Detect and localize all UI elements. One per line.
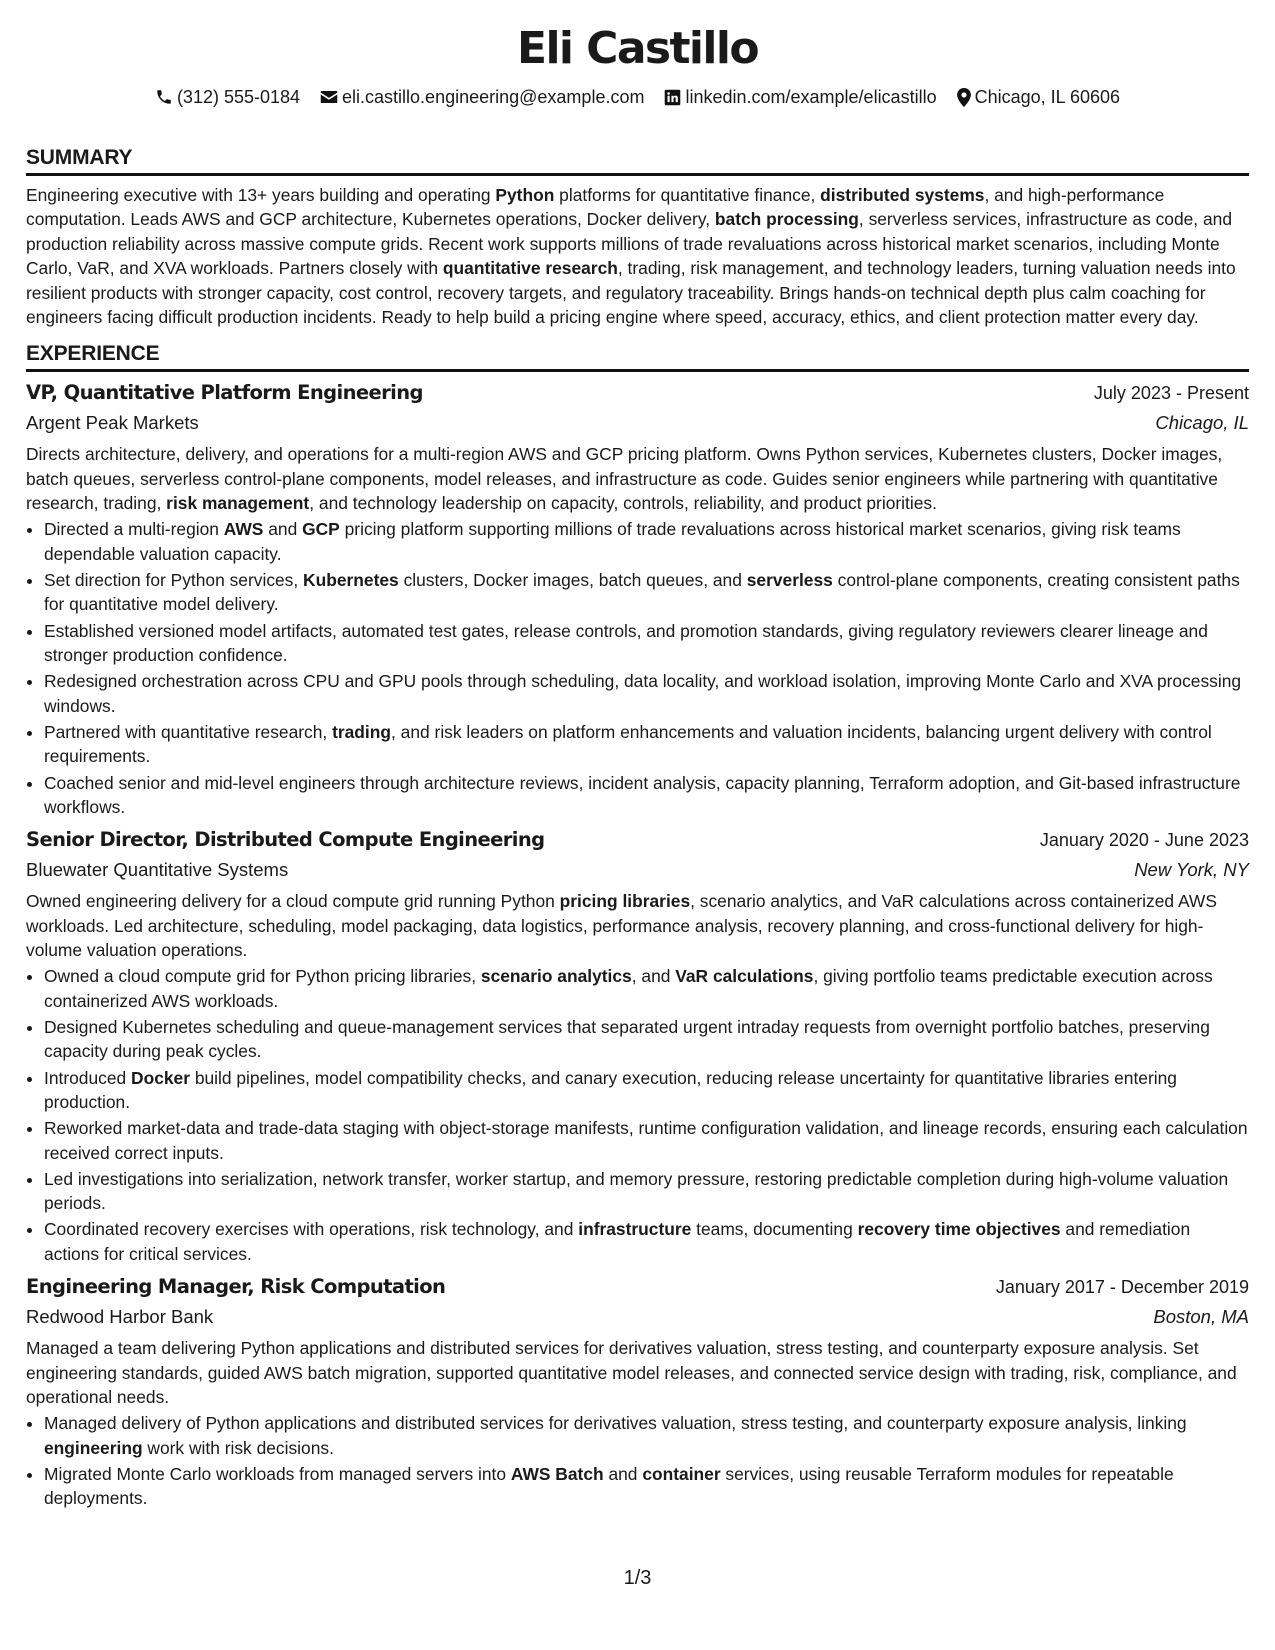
- bold-keyword: container: [642, 1463, 721, 1484]
- job-dates: July 2023 - Present: [1093, 383, 1249, 404]
- bullet-item: [44, 771, 1249, 820]
- text-run: Directs architecture, delivery, and operations for a multi-region AWS and GCP pricing platform. Owns Python services, Kubernetes clusters, Docker images, batch queues, serverless control-plane components, model releases, and infrastructure as code. Guides senior engineers while partnering with quantitative research, trading,: [26, 444, 1223, 514]
- linkedin-icon: [664, 89, 681, 106]
- text-run: Coached senior and mid-level engineers through architecture reviews, incident analysis, capacity planning, Terraform adoption, and Git-based infrastructure workflows.: [44, 772, 1241, 817]
- resume-page: [26, 0, 1249, 1511]
- text-run: teams, documenting: [691, 1219, 858, 1240]
- text-run: Owned a cloud compute grid for Python pricing libraries,: [44, 966, 481, 987]
- text-run: , giving portfolio teams predictable execution across containerized AWS workloads.: [44, 966, 1213, 1011]
- text-run: Reworked market-data and trade-data staging with object-storage manifests, runtime configuration validation, and lineage records, ensuring each calculation received correct inputs.: [44, 1118, 1248, 1163]
- text-run: Introduced: [44, 1067, 132, 1088]
- text-run: Migrated Monte Carlo workloads from managed servers into: [44, 1463, 511, 1484]
- job-bullets: [26, 964, 1249, 1266]
- bold-keyword: Python: [495, 185, 555, 205]
- bullet-item: [44, 720, 1249, 769]
- job-subheader: [26, 412, 1249, 434]
- text-run: Directed a multi-region: [44, 519, 224, 540]
- job-dates: January 2017 - December 2019: [995, 1277, 1249, 1298]
- bold-keyword: AWS: [223, 519, 264, 540]
- text-run: , trading, risk management, and technology leaders, turning valuation needs into resilient products with stronger capacity, cost control, recovery targets, and regulatory traceability. Brings hands-on technical depth plus calm coaching for engineers facing difficult production incidents. Ready to help build a pricing engine where speed, accuracy, ethics, and client protection matter every day.: [26, 258, 1236, 328]
- bold-keyword: engineering: [44, 1437, 143, 1458]
- text-run: and: [603, 1463, 643, 1484]
- job-header: [26, 381, 1249, 404]
- text-run: Partnered with quantitative research,: [44, 721, 333, 742]
- phone-icon: [155, 88, 173, 106]
- job-bullets: [26, 1411, 1249, 1510]
- bold-keyword: batch processing: [714, 209, 859, 230]
- phone-number: (312) 555-0184: [176, 86, 301, 107]
- text-run: Engineering executive with 13+ years building and operating: [26, 185, 496, 205]
- bullet-item: [44, 964, 1249, 1013]
- text-run: Redesigned orchestration across CPU and GPU pools through scheduling, data locality, and workload isolation, improving Monte Carlo and XVA processing windows.: [44, 671, 1242, 716]
- summary-heading: SUMMARY: [26, 146, 1249, 176]
- bullet-item: [44, 1462, 1249, 1511]
- bold-keyword: recovery time objectives: [857, 1219, 1061, 1240]
- bullet-item: [44, 1116, 1249, 1165]
- job-title: VP, Quantitative Platform Engineering: [26, 381, 423, 405]
- text-run: Managed delivery of Python applications and distributed services for derivatives valuation, stress testing, and counterparty exposure analysis, linking: [44, 1413, 1187, 1434]
- job-description: [26, 442, 1249, 515]
- contact-email[interactable]: [320, 87, 644, 108]
- job-location: New York, NY: [1134, 859, 1249, 881]
- bullet-item: [44, 1167, 1249, 1216]
- company-name: Bluewater Quantitative Systems: [26, 859, 289, 881]
- job-entry: [26, 1275, 1249, 1510]
- bullet-item: [44, 517, 1249, 566]
- job-subheader: [26, 859, 1249, 881]
- job-location: Boston, MA: [1153, 1306, 1249, 1328]
- bold-keyword: scenario analytics: [480, 966, 632, 987]
- text-run: , and high-performance computation. Leads AWS and GCP architecture, Kubernetes operations, Docker delivery,: [26, 185, 1165, 230]
- location-text: Chicago, IL 60606: [974, 86, 1121, 107]
- bold-keyword: quantitative research: [442, 258, 618, 279]
- bullet-item: [44, 1217, 1249, 1266]
- company-name: Redwood Harbor Bank: [26, 1306, 214, 1328]
- contact-location: [957, 87, 1120, 108]
- bold-keyword: serverless: [746, 570, 833, 591]
- bold-keyword: Docker: [131, 1067, 190, 1088]
- email-link[interactable]: eli.castillo.engineering@example.com: [342, 86, 645, 107]
- bullet-item: [44, 568, 1249, 617]
- text-run: , serverless services, infrastructure as code, and production reliability across massive compute grids. Recent work supports millions of trade revaluations across historical market scenarios, including Monte Carlo, VaR, and XVA workloads. Partners closely with: [26, 209, 1232, 279]
- job-bullets: [26, 517, 1249, 819]
- text-run: platforms for quantitative finance,: [554, 185, 821, 205]
- job-title: Senior Director, Distributed Compute Engineering: [26, 828, 545, 852]
- text-run: , and risk leaders on platform enhancements and valuation incidents, balancing urgent delivery with control requirements.: [44, 721, 1212, 767]
- job-title: Engineering Manager, Risk Computation: [26, 1275, 446, 1299]
- text-run: Managed a team delivering Python applications and distributed services for derivatives valuation, stress testing, and counterparty exposure analysis. Set engineering standards, guided AWS batch migration, supported quantitative model releases, and connected service design with trading, risk, compliance, and operational needs.: [26, 1338, 1237, 1407]
- linkedin-link[interactable]: linkedin.com/example/elicastillo: [685, 86, 937, 107]
- contact-phone: [155, 87, 300, 108]
- text-run: , and technology leadership on capacity, controls, reliability, and product priorities.: [309, 493, 937, 514]
- text-run: and: [263, 519, 303, 540]
- bold-keyword: risk management: [166, 493, 310, 514]
- job-dates: January 2020 - June 2023: [1039, 830, 1249, 851]
- candidate-name: Eli Castillo: [516, 23, 759, 74]
- job-header: [26, 1275, 1249, 1298]
- envelope-icon: [320, 89, 338, 105]
- job-description: [26, 1336, 1249, 1409]
- bold-keyword: AWS Batch: [510, 1463, 604, 1484]
- bullet-item: [44, 669, 1249, 718]
- text-run: , scenario analytics, and VaR calculations across containerized AWS workloads. Led architecture, scheduling, model packaging, data logistics, performance analysis, recovery planning, and cross-functional delivery for high-volume valuation operations.: [26, 891, 1217, 961]
- bullet-item: [44, 619, 1249, 668]
- text-run: Coordinated recovery exercises with operations, risk technology, and: [44, 1219, 579, 1240]
- text-run: , and: [631, 966, 676, 987]
- bullet-item: [44, 1066, 1249, 1115]
- job-description: [26, 889, 1249, 962]
- bold-keyword: distributed systems: [820, 185, 985, 205]
- contact-linkedin[interactable]: [664, 87, 936, 108]
- text-run: control-plane components, creating consistent paths for quantitative model delivery.: [44, 570, 1240, 615]
- summary-text: [26, 183, 1249, 329]
- job-location: Chicago, IL: [1155, 412, 1249, 434]
- text-run: Designed Kubernetes scheduling and queue-management services that separated urgent intraday requests from overnight portfolio batches, preserving capacity during peak cycles.: [44, 1016, 1210, 1062]
- text-run: services, using reusable Terraform modules for repeatable deployments.: [44, 1463, 1174, 1509]
- bold-keyword: Kubernetes: [303, 570, 399, 591]
- contact-bar: [26, 84, 1249, 110]
- text-run: clusters, Docker images, batch queues, and: [398, 570, 747, 591]
- bold-keyword: pricing libraries: [559, 891, 691, 912]
- text-run: Established versioned model artifacts, automated test gates, release controls, and promotion standards, giving regulatory reviewers clearer lineage and stronger production confidence.: [44, 620, 1208, 666]
- experience-list: [26, 381, 1249, 1510]
- text-run: Led investigations into serialization, network transfer, worker startup, and memory pressure, restoring predictable completion during high-volume valuation periods.: [44, 1168, 1229, 1214]
- experience-heading: EXPERIENCE: [26, 342, 1249, 372]
- company-name: Argent Peak Markets: [26, 412, 199, 434]
- text-run: work with risk decisions.: [142, 1437, 334, 1458]
- job-entry: [26, 828, 1249, 1266]
- location-pin-icon: [957, 88, 971, 107]
- job-header: [26, 828, 1249, 851]
- text-run: pricing platform supporting millions of trade revaluations across historical market scenarios, giving risk teams dependable valuation capacity.: [44, 519, 1181, 564]
- bold-keyword: infrastructure: [578, 1219, 692, 1240]
- bullet-item: [44, 1411, 1249, 1460]
- text-run: Owned engineering delivery for a cloud compute grid running Python: [26, 891, 560, 912]
- bold-keyword: trading: [332, 721, 392, 742]
- job-subheader: [26, 1306, 1249, 1328]
- bold-keyword: VaR calculations: [675, 966, 814, 987]
- bold-keyword: GCP: [302, 519, 340, 540]
- bullet-item: [44, 1015, 1249, 1064]
- text-run: and remediation actions for critical services.: [44, 1219, 1191, 1264]
- job-entry: [26, 381, 1249, 819]
- page-number: 1/3: [623, 1567, 652, 1589]
- text-run: build pipelines, model compatibility checks, and canary execution, reducing release uncertainty for quantitative libraries entering production.: [44, 1067, 1177, 1112]
- text-run: Set direction for Python services,: [44, 570, 304, 591]
